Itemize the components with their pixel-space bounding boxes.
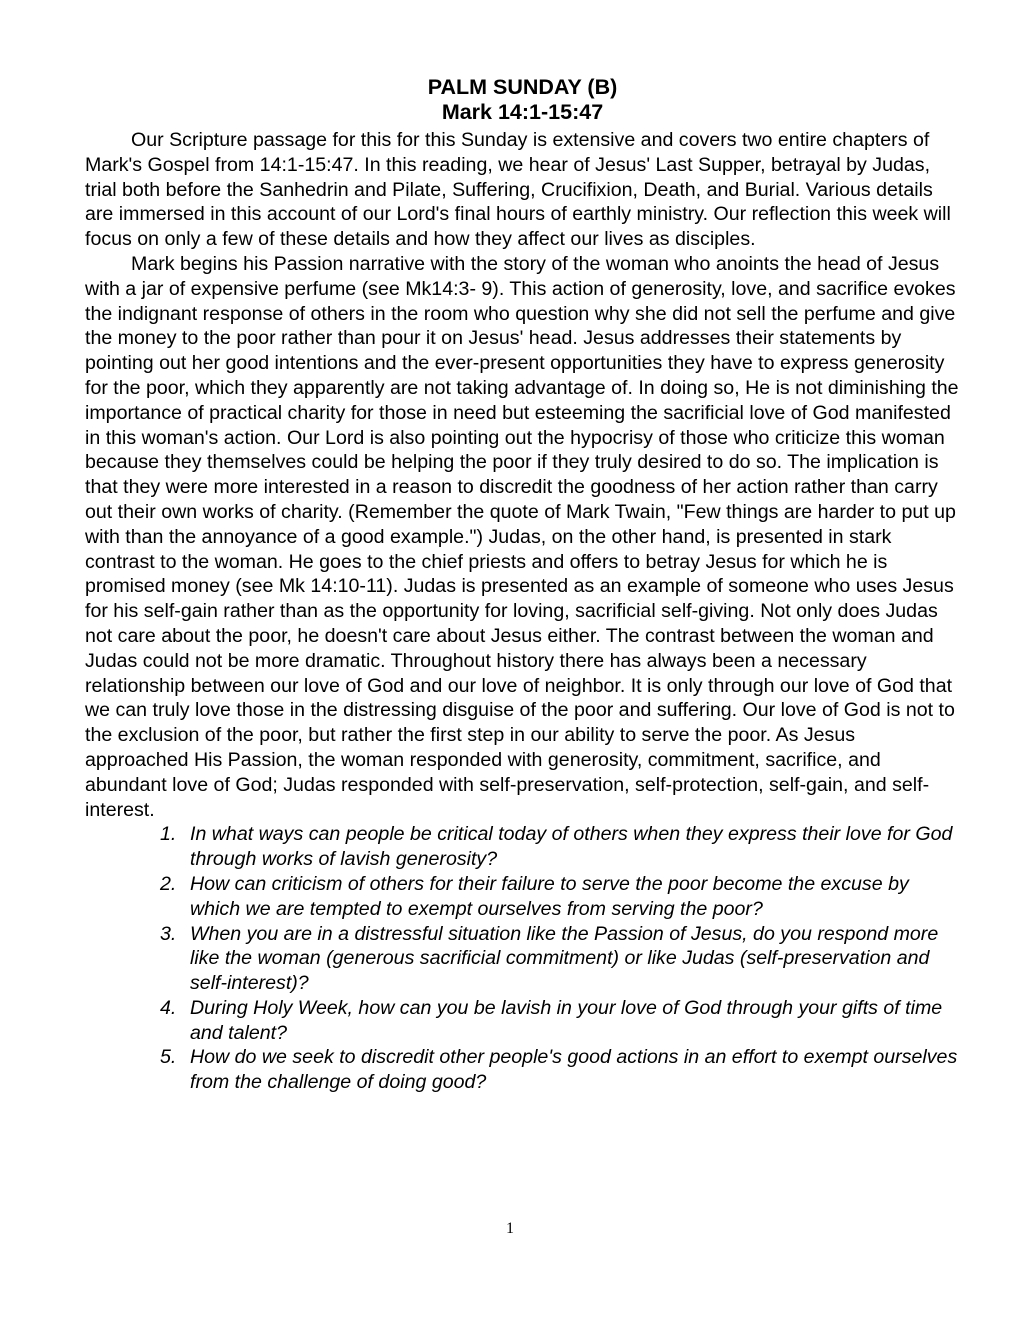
question-number: 5. — [160, 1046, 177, 1069]
question-number: 1. — [160, 823, 177, 846]
paragraph-intro: Our Scripture passage for this for this Sunday is extensive and covers two entire chapters of Mark's Gospel from 14:1-15:47. In this reading, we hear of Jesus' Last Supper, betrayal by Judas, trial both before the Sanhedrin and Pilate, Suffering, Crucifixion, Death, and Burial. Various details are immersed in this account of our Lord's final hours of earthly ministry. Our reflection this week will focus on only a few of these details and how they affect our lives as disciples. — [85, 129, 951, 251]
reflection-questions — [85, 822, 960, 1095]
question-item — [85, 996, 960, 1046]
question-number: 3. — [160, 922, 177, 945]
question-number: 2. — [160, 872, 177, 895]
question-text: How do we seek to discredit other people's good actions in an effort to exempt ourselves from the challenge of doing good? — [190, 1046, 958, 1094]
question-text: When you are in a distressful situation like the Passion of Jesus, do you respond more like the woman (generous sacrificial commitment) or like Judas (self-preservation and self-interest)? — [190, 922, 939, 995]
question-item — [85, 1045, 960, 1095]
question-text: How can criticism of others for their failure to serve the poor become the excuse by which we are tempted to exempt ourselves from serving the poor? — [190, 872, 909, 920]
question-item — [85, 922, 960, 996]
question-item — [85, 872, 960, 922]
document-body — [85, 75, 960, 1095]
question-text: During Holy Week, how can you be lavish in your love of God through your gifts of time and talent? — [190, 996, 943, 1044]
page-title: PALM SUNDAY (B) — [427, 75, 618, 99]
question-item — [85, 822, 960, 872]
scripture-reference: Mark 14:1-15:47 — [441, 100, 604, 124]
question-number: 4. — [160, 996, 177, 1019]
paragraph-reflection: Mark begins his Passion narrative with the story of the woman who anoints the head of Jesus with a jar of expensive perfume (see Mk14:3- 9). This action of generosity, love, and sacrifice evokes the indignant response of others in the room who question why she did not sell the perfume and give the money to the poor rather than pour it on Jesus' head. Jesus addresses their statements by pointing out her good intentions and the ever-present opportunities they have to express generosity for the poor, which they apparently are not taking advantage of. In doing so, He is not diminishing the importance of practical charity for those in need but esteeming the sacrificial love of God manifested in this woman's action. Our Lord is also pointing out the hypocrisy of those who criticize this woman because they themselves could be helping the poor if they truly desired to do so. The implication is that they were more interested in a reason to discredit the goodness of her action rather than carry out their own works of charity. (Remember the quote of Mark Twain, "Few things are harder to put up with than the annoyance of a good example.") Judas, on the other hand, is presented in stark contrast to the woman. He goes to the chief priests and offers to betray Jesus for which he is promised money (see Mk 14:10-11). Judas is presented as an example of someone who uses Jesus for his self-gain rather than as the opportunity for loving, sacrificial self-giving. Not only does Judas not care about the poor, he doesn't care about Jesus either. The contrast between the woman and Judas could not be more dramatic. Throughout history there has always been a necessary relationship between our love of God and our love of neighbor. It is only through our love of God that we can truly love those in the distressing disguise of the poor and suffering. Our love of God is not to the exclusion of the poor, but rather the first step in our ability to serve the poor. As Jesus approached His Passion, the woman responded with generosity, commitment, sacrifice, and abundant love of God; Judas responded with self-preservation, self-protection, self-gain, and self-interest. — [85, 252, 959, 821]
question-text: In what ways can people be critical today of others when they express their love for God through works of lavish generosity? — [190, 823, 953, 871]
page-number: 1 — [506, 1220, 514, 1237]
